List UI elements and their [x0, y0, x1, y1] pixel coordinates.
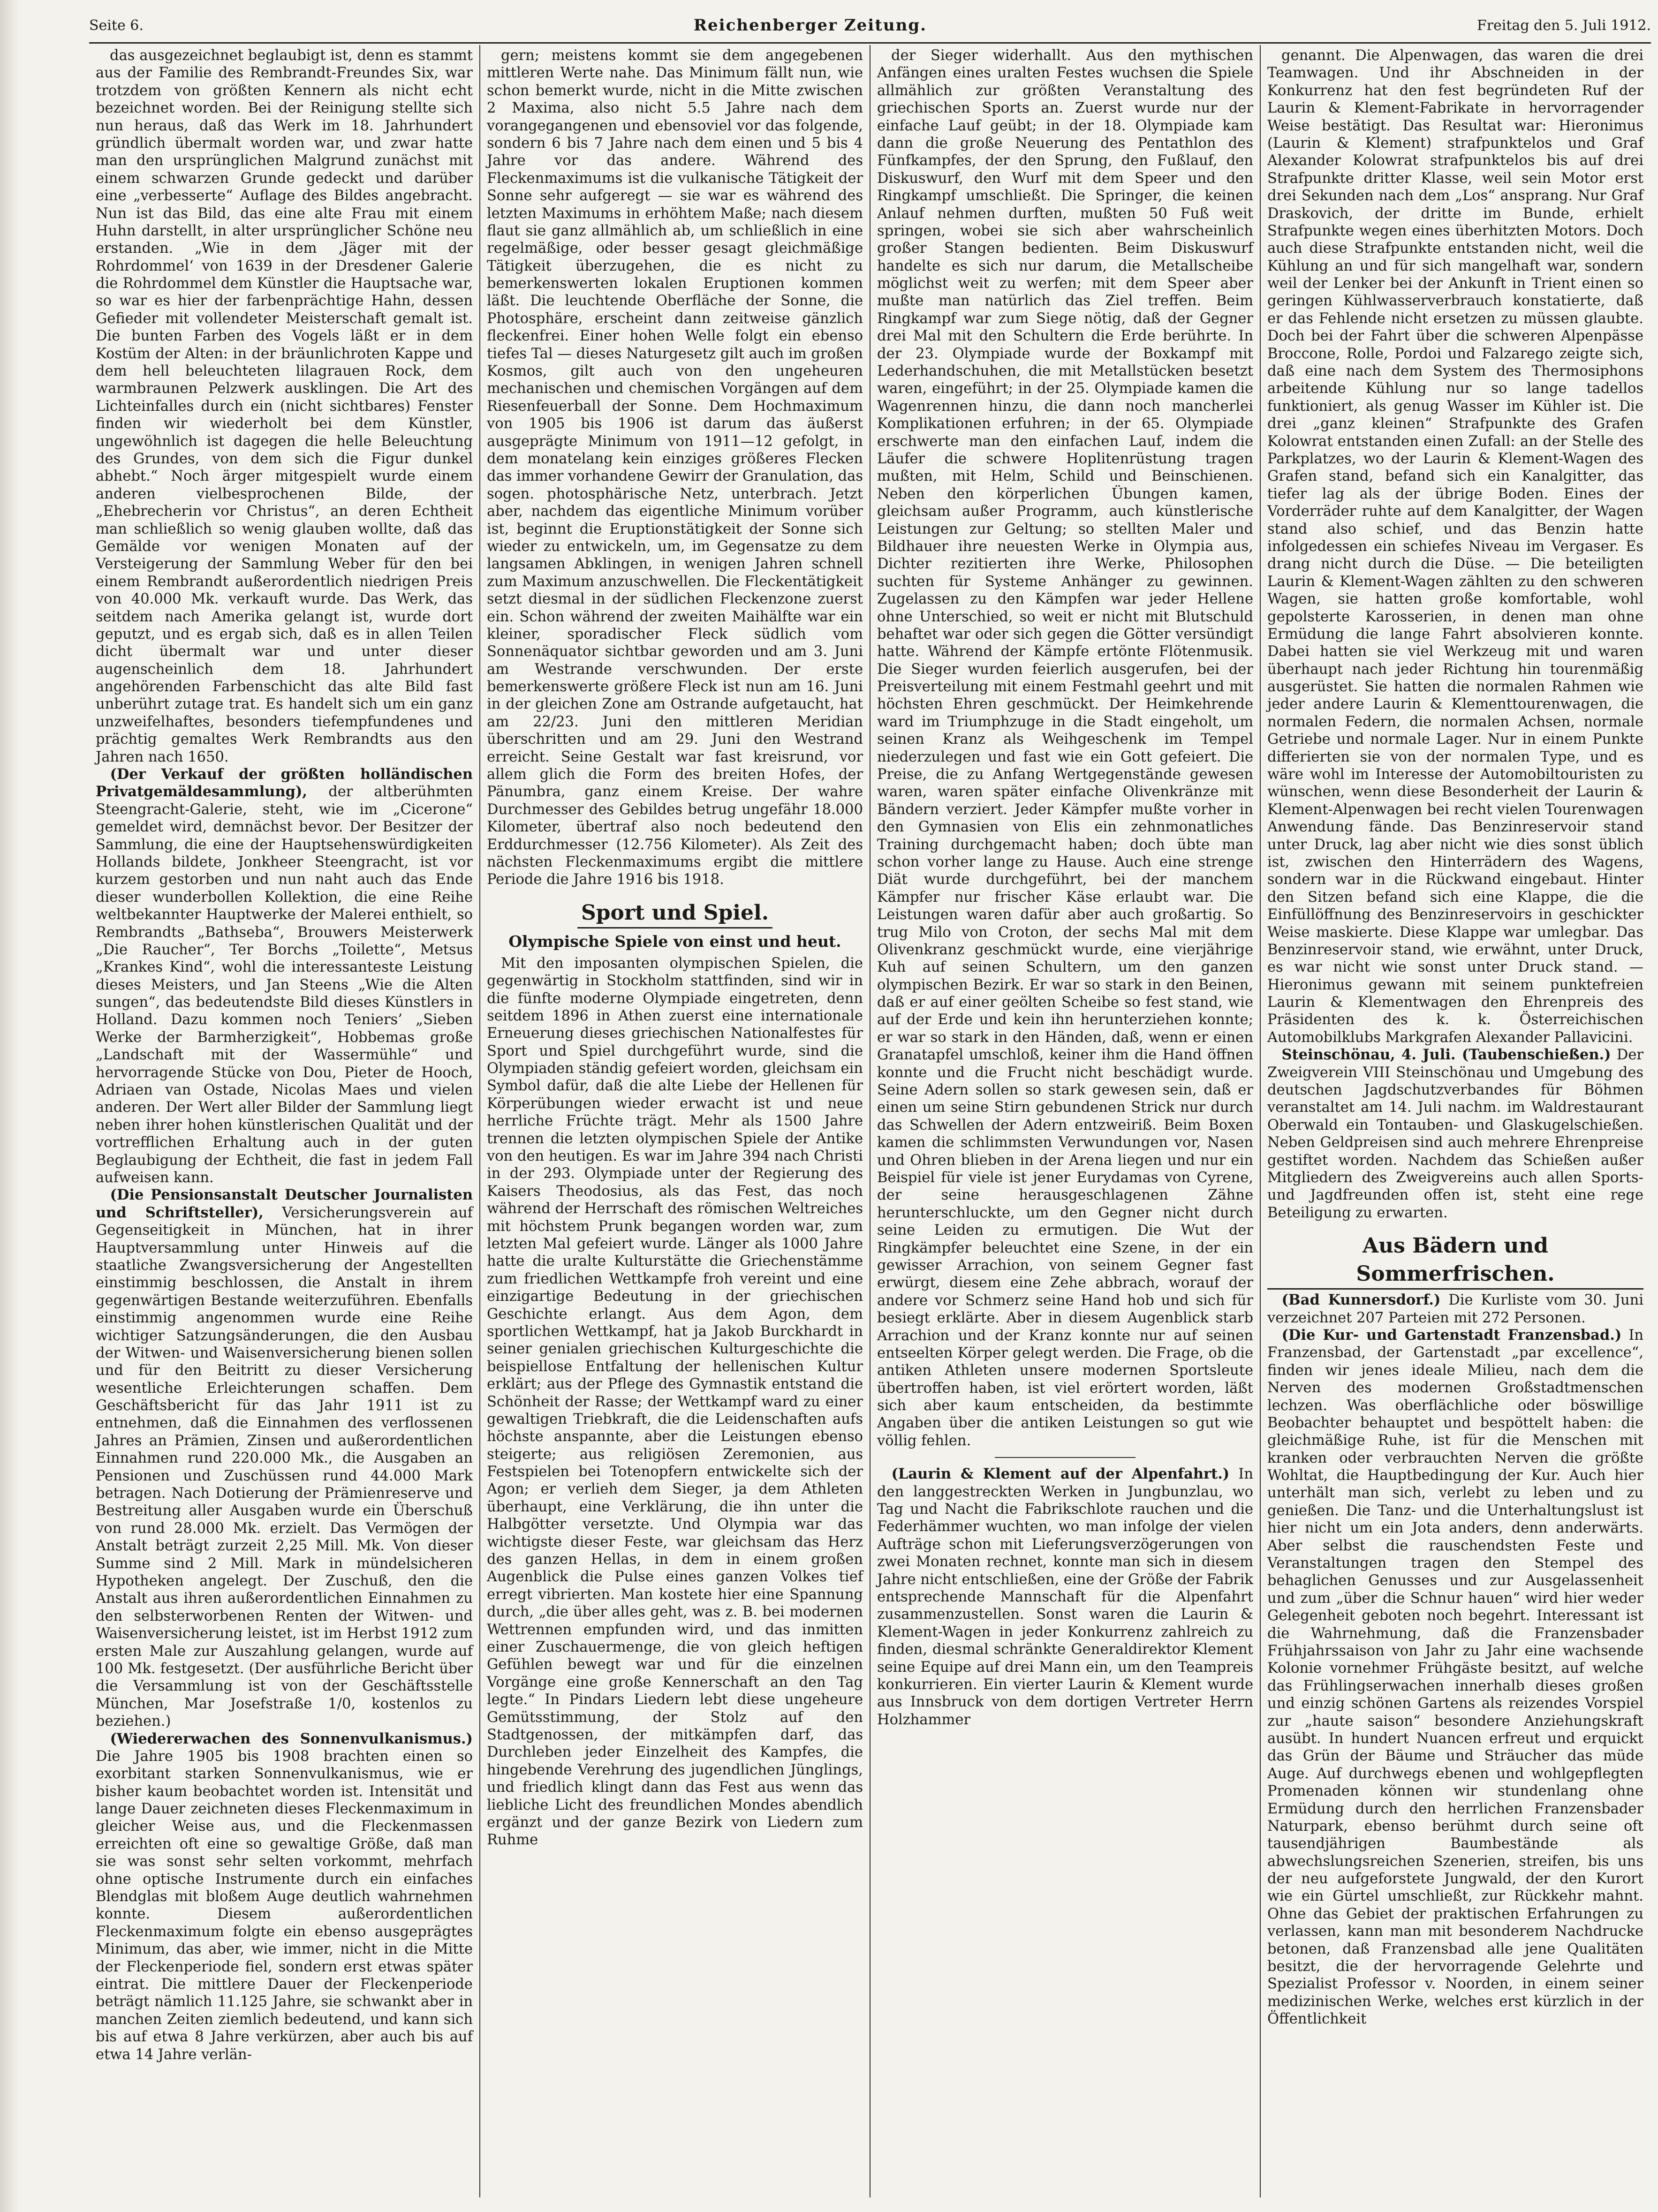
- article-paragraph: das ausgezeichnet beglaubigt ist, denn es stammt aus der Familie des Rembrandt-Freundes Six, war trotzdem von größten Kennern als nicht echt bezeichnet worden. Bei der Reinigung stellte sich nun heraus, daß das Werk im 18. Jahrhundert gründlich übermalt worden war, und zwar hatte man den ursprünglichen Malgrund zunächst mit einem schwarzen Grunde gedeckt und darüber eine „verbesserte“ Auflage des Bildes angebracht. Nun ist das Bild, das eine alte Frau mit einem Huhn darstellt, in alter ursprünglicher Schöne neu erstanden. „Wie in dem ‚Jäger mit der Rohrdommel‘ von 1639 in der Dresdener Galerie die Rohrdommel dem Künstler die Hauptsache war, so war es hier der farbenprächtige Hahn, dessen Gefieder mit vollendeter Meisterschaft gemalt ist. Die bunten Farben des Vogels läßt er in dem Kostüm der Alten: in der bräunlichroten Kappe und dem hell beleuchteten lilagrauen Rock, dem warmbraunen Pelzwerk ausklingen. Die Art des Lichteinfalles durch ein (nicht sichtbares) Fenster finden wir wiederholt bei dem Künstler, ungewöhnlich ist dagegen die helle Beleuchtung des Grundes, von dem sich die Figur dunkel abhebt.“ Noch ärger mitgespielt wurde einem anderen vielbesprochenen Bilde, der „Ehebrecherin vor Christus“, an deren Echtheit man schließlich so wenig glauben wollte, daß das Gemälde vor wenigen Monaten auf der Versteigerung der Sammlung Weber für den bei einem Rembrandt außerordentlich niedrigen Preis von 40.000 Mk. verkauft wurde. Das Werk, das seitdem nach Amerika gelangt ist, wurde dort geputzt, und es ergab sich, daß es in allen Teilen dicht übermalt war und unter dieser augenscheinlich dem 18. Jahrhundert angehörenden Farbenschicht das alte Bild fast unberührt zutage trat. Es handelt sich um ein ganz unzweifelhaftes, besonders tiefempfundenes und prächtig gemaltes Werk Rembrandts aus den Jahren nach 1650.: [96, 47, 473, 765]
- section-title: [1267, 1232, 1643, 1290]
- column-3: [870, 45, 1260, 2197]
- news-item: [1267, 1046, 1643, 1222]
- section-title-text: Sport und Spiel.: [577, 899, 772, 929]
- news-item-text: Der Zweigverein VIII Steinschönau und Umgebung des deutschen Jagdschutzverbandes für Böhmen veranstaltet am 14. Juli nachm. im Waldrestaurant Oberwald ein Tontauben- und Glaskugelschießen. Neben Geldpreisen sind auch mehrere Ehrenpreise gestiftet worden. Nachdem das Schießen außer Mitgliedern des Zweigvereins auch allen Sports- und Jagdfreunden offen ist, steht eine rege Beteiligung zu erwarten.: [1267, 1047, 1643, 1221]
- section-title: [487, 899, 863, 929]
- page-header: [89, 10, 1651, 40]
- news-item-text: In Franzensbad, der Gartenstadt „par excellence“, finden wir jenes ideale Milieu, nach dem die Nerven des modernen Großstadtmenschen lechzen. Was oberflächliche oder böswillige Beobachter behauptet und bespöttelt haben: die gleichmäßige Ruhe, ist für die Menschen mit kranken oder verbrauchten Nerven die größte Wohltat, die Hauptbedingung der Kur. Auch hier unterhält man sich, verlebt zu leben und zu genießen. Die Tanz- und die Unterhaltungslust ist hier nicht um ein Jota anders, denn anderwärts. Aber selbst die rauschendsten Feste und Veranstaltungen tragen den Stempel des behaglichen Genusses und zur Ausgelassenheit und zum „über die Schnur hauen“ wird hier weder Gelegenheit geboten noch begehrt. Interessant ist die Wahrnehmung, daß die Franzensbader Frühjahrssaison von Jahr zu Jahr eine wachsende Kolonie vornehmer Frühgäste besitzt, auf welche das Frühlingserwachen innerhalb dieses großen und einzig schönen Gartens als reizendes Vorspiel zur „haute saison“ besondere Anziehungskraft ausübt. In hundert Nuancen erfreut und erquickt das Grün der Bäume und Sträucher das müde Auge. Auf durchwegs ebenen und wohlgepflegten Promenaden können wir stundenlang ohne Ermüdung durch den herrlichen Franzensbader Naturpark, ebenso berühmt durch seine oft tausendjährigen Baumbestände als abwechslungsreichen Szenerien, streifen, bis uns der neu aufgeforstete Jungwald, der den Kurort wie ein Gürtel umschließt, zur Rückkehr mahnt. Ohne das Gebiet der praktischen Erfahrungen zu verlassen, kann man mit besonderem Nachdrucke betonen, daß Franzensbad alle jene Qualitäten besitzt, die der hervorragende Gelehrte und Spezialist Professor v. Noorden, in einem seiner medizinischen Werke, welches erst kürzlich in der Öffentlichkeit: [1267, 1327, 1644, 2028]
- article-paragraph: gern; meistens kommt sie dem angegebenen mittleren Werte nahe. Das Minimum fällt nun, wie schon bemerkt wurde, nicht in die Mitte zwischen 2 Maxima, also nicht 5.5 Jahre nach dem vorangegangenen und ebensoviel vor das folgende, sondern 6 bis 7 Jahre nach dem einen und 5 bis 4 Jahre vor das andere. Während des Fleckenmaximums ist die vulkanische Tätigkeit der Sonne sehr aufgeregt — sie war es während des letzten Maximums in erhöhtem Maße; nach diesem flaut sie ganz allmählich ab, um schließlich in eine regelmäßige, oder besser gesagt gleichmäßige Tätigkeit überzugehen, die es nicht zu bemerkenswerten lokalen Eruptionen kommen läßt. Die leuchtende Oberfläche der Sonne, die Photosphäre, erscheint dann zeitweise gänzlich fleckenfrei. Einer hohen Welle folgt ein ebenso tiefes Tal — dieses Naturgesetz gilt auch im großen Kosmos, gilt auch von den ungeheuren mechanischen und chemischen Vorgängen auf dem Riesenfeuerball der Sonne. Dem Hochmaximum von 1905 bis 1906 ist darum das äußerst ausgeprägte Minimum von 1911—12 gefolgt, in dem monatelang kein einziges größeres Flecken das immer vorhandene Gewirr der Granulation, das sogen. photosphärische Netz, unterbrach. Jetzt aber, nachdem das eigentliche Minimum vorüber ist, beginnt die Eruptionstätigkeit der Sonne sich wieder zu entwickeln, um, im Gegensatze zu dem langsamen Abklingen, in wenigen Jahren schnell zum Maximum anzuschwellen. Die Fleckentätigkeit setzt diesmal in der südlichen Fleckenzone zuerst ein. Schon während der zweiten Maihälfte war ein kleiner, sporadischer Fleck südlich vom Sonnenäquator sichtbar geworden und am 3. Juni am Westrande verschwunden. Der erste bemerkenswerte größere Fleck ist nun am 16. Juni in der gleichen Zone am Ostrande aufgetaucht, hat am 22/23. Juni den mittleren Meridian überschritten und am 29. Juni den Westrand erreicht. Seine Gestalt war fast kreisrund, vor allem glich die Form des breiten Hofes, der Pänumbra, ganz einem Kreise. Der wahre Durchmesser des Gebildes betrug ungefähr 18.000 Kilometer, übertraf also noch bedeutend den Erddurchmesser (12.756 Kilometer). Als Zeit des nächsten Fleckenmaximums ergibt die mittlere Periode die Jahre 1916 bis 1918.: [487, 47, 863, 888]
- article-paragraph: Mit den imposanten olympischen Spielen, die gegenwärtig in Stockholm stattfinden, sind wir in die fünfte moderne Olympiade eingetreten, denn seitdem 1896 in Athen zuerst eine internationale Erneuerung dieses griechischen Nationalfestes für Sport und Spiel durchgeführt wurde, sind die Olympiaden ständig gefeiert worden, gleichsam ein Symbol dafür, daß die alte Liebe der Hellenen für Körperübungen wieder erwacht ist und neue herrliche Früchte trägt. Mehr als 1500 Jahre trennen die letzten olympischen Spiele der Antike von den heutigen. Es war im Jahre 394 nach Christi in der 293. Olympiade unter der Regierung des Kaisers Theodosius, als das Fest, das noch während der Herrschaft des römischen Weltreiches mit höchstem Prunk begangen worden war, zum letzten Mal gefeiert wurde. Länger als 1000 Jahre hatte die uralte Kulturstätte die Griechenstämme zum friedlichen Wettkampfe froh vereint und eine einzigartige Bedeutung in der griechischen Geschichte erlangt. Aus dem Agon, dem sportlichen Wettkampf, hat ja Jakob Burckhardt in seiner genialen griechischen Kulturgeschichte die beispiellose Entfaltung der hellenischen Kultur erklärt; aus der Pflege des Gymnastik entstand die Schönheit der Rasse; der Wettkampf ward zu einer gewaltigen Triebkraft, die die Leidenschaften aufs höchste anspannte, aber die Leistungen ebenso steigerte; aus religiösen Zeremonien, aus Festspielen bei Totenopfern entwickelte sich der Agon; er verlieh dem Sieger, ja dem Athleten überhaupt, eine Verklärung, die ihn unter die Halbgötter versetzte. Und Olympia war das wichtigste dieser Feste, war gleichsam das Herz des ganzen Hellas, in dem in einem großen Augenblick die Pulse eines ganzen Volkes tief erregt vibrierten. Man kostete hier eine Spannung durch, „die über alles geht, was z. B. bei modernen Wettrennen empfunden wird, und das inmitten einer Zuschauermenge, die von gleich heftigen Gefühlen bewegt war und für die einzelnen Vorgänge eine große Kennerschaft an den Tag legte.“ In Pindars Liedern lebt diese ungeheure Gemütsstimmung, der Stolz auf den Stadtgenossen, der mitkämpfen darf, das Durchleben jeder Einzelheit des Kampfes, die hingebende Verehrung des jugendlichen Jünglings, und friedlich klingt dann das Fest aus wenn das liebliche Licht des freundlichen Mondes abendlich ergänzt und der ganze Bezirk von Liedern zum Ruhme: [487, 955, 863, 1849]
- news-item-heading: (Die Kur- und Gartenstadt Franzensbad.): [1281, 1326, 1622, 1344]
- masthead: Reichenberger Zeitung.: [693, 16, 927, 35]
- news-item-heading: (Bad Kunnersdorf.): [1281, 1291, 1441, 1309]
- news-item-text: Die Jahre 1905 bis 1908 brachten einen so exorbitant starken Sonnenvulkanismus, wie er bisher kaum beobachtet worden ist. Intensität und lange Dauer zeichneten dieses Fleckenmaximum in gleicher Weise aus, und die Fleckenmassen erreichten oft eine so gewaltige Größe, daß man sie was sonst sehr selten vorkommt, mehrfach ohne optische Instrumente durch ein einfaches Blendglas mit bloßem Auge deutlich wahrnehmen konnte. Diesem außerordentlichen Fleckenmaximum folgte ein ebenso ausgeprägtes Minimum, das aber, wie immer, nicht in die Mitte der Fleckenperiode fiel, sondern erst etwas später eintrat. Die mittlere Dauer der Fleckenperiode beträgt nämlich 11.125 Jahre, sie schwankt aber in manchen Zeiten ziemlich bedeutend, und kann sich bis auf etwa 8 Jahre verkürzen, aber auch bis auf etwa 14 Jahre verlän-: [96, 1748, 473, 2063]
- columns: [89, 45, 1651, 2197]
- news-item: [96, 1730, 473, 2063]
- news-item-text: In den langgestreckten Werken in Jungbunzlau, wo Tag und Nacht die Fabrikschlote rauchen und die Federhämmer wuchten, wo man infolge der vielen Aufträge schon mit Lieferungsverzögerungen von zwei Monaten rechnet, konnte man sich in diesem Jahre nicht entschließen, eine der Größe der Fabrik entsprechende Mannschaft für die Alpenfahrt zusammenzustellen. Sonst waren die Laurin & Klement-Wagen in jeder Konkurrenz zahlreich zu finden, diesmal schränkte Generaldirektor Klement seine Equipe auf drei Mann ein, um den Teampreis konkurrieren. Ein vierter Laurin & Klement wurde aus Innsbruck von dem dortigen Vertreter Herrn Holzhammer: [877, 1466, 1253, 1728]
- news-item-text: Versicherungsverein auf Gegenseitigkeit in München, hat in ihrer Hauptversammlung unter Hinweis auf die staatliche Zwangsversicherung der Angestellten einstimmig beschlossen, die Anstalt in ihrem gegenwärtigen Bestande weiterzuführen. Ebenfalls einstimmig angenommen wurde eine Reihe wichtiger Satzungsänderungen, die den Ausbau der Witwen- und Waisenversicherung bienen sollen und für den Beitritt zu dieser Versicherung wesentliche Erleichterungen schaffen. Dem Geschäftsbericht für das Jahr 1911 ist zu entnehmen, daß die Einnahmen des verflossenen Jahres an Prämien, Zinsen und außerordentlichen Einnahmen rund 220.000 Mk., die Ausgaben an Pensionen und Zuschüssen rund 44.000 Mark betragen. Nach Dotierung der Prämienreserve und Bestreitung aller Ausgaben wurde ein Überschuß von rund 28.000 Mk. erzielt. Das Vermögen der Anstalt beträgt zurzeit 2,25 Mill. Mk. Von dieser Summe sind 2 Mill. Mark in mündelsicheren Hypotheken angelegt. Der Zuschuß, den die Anstalt aus ihren außerordentlichen Einnahmen zu den selbsterworbenen Renten der Witwen- und Waisenversicherung leistet, ist im Herbst 1912 zum ersten Male zur Auszahlung gelangen, wurde auf 100 Mk. festgesetzt. (Der ausführliche Bericht über die Versammlung ist von der Geschäftsstelle München, Mar Josefstraße 1/0, kostenlos zu beziehen.): [96, 1204, 473, 1730]
- news-item-heading: (Wiedererwachen des Sonnenvulkanismus.): [110, 1730, 473, 1747]
- news-item: [1267, 1327, 1643, 2028]
- news-item: [96, 766, 473, 1186]
- column-1: [89, 45, 479, 2197]
- header-rule: [89, 42, 1651, 44]
- issue-date: Freitag den 5. Juli 1912.: [1476, 17, 1651, 34]
- news-item-heading: (Die Pensionsanstalt Deutscher Journalisten und Schriftsteller),: [96, 1186, 473, 1221]
- article-paragraph: genannt. Die Alpenwagen, das waren die drei Teamwagen. Und ihr Abschneiden in der Konkurrenz hat den fest begründeten Ruf der Laurin & Klement-Fabrikate in hervorragender Weise bestätigt. Das Resultat war: Hieronimus (Laurin & Klement) strafpunktelos und Graf Alexander Kolowrat strafpunktelos bis auf drei Strafpunkte dritter Klasse, weil sein Motor erst drei Sekunden nach dem „Los“ ansprang. Nur Graf Draskovich, der dritte im Bunde, erhielt Strafpunkte wegen eines überhitzten Motors. Doch auch diese Strafpunkte entstanden nicht, weil die Kühlung an und für sich mangelhaft war, sondern weil der Lenker bei der Ankunft in Trient einen so geringen Kühlwasserverbrauch konstatierte, daß er das Fehlende nicht ersetzen zu müssen glaubte. Doch bei der Fahrt über die schweren Alpenpässe Broccone, Rolle, Pordoi und Falzarego zeigte sich, daß eine nach dem System des Thermosiphons arbeitende Kühlung nur so lange tadellos funktioniert, als genug Wasser im Kühler ist. Die drei „ganz kleinen“ Strafpunkte des Grafen Kolowrat entstanden einen Zufall: an der Stelle des Parkplatzes, wo der Laurin & Klement-Wagen des Grafen stand, befand sich ein Kanalgitter, das tiefer lag als der übrige Boden. Eines der Vorderräder ruhte auf dem Kanalgitter, der Wagen stand also schief, und das Benzin hatte infolgedessen ein schiefes Niveau im Vergaser. Es drang nicht durch die Düse. — Die beteiligten Laurin & Klement-Wagen zählten zu den schweren Wagen, sie hatten große komfortable, wohl gepolsterte Karosserien, in denen man ohne Ermüdung die lange Fahrt absolvieren konnte. Dabei hatten sie viel Werkzeug mit und waren überhaupt nach jeder Richtung hin tourenmäßig ausgerüstet. Sie hatten die normalen Rahmen wie jeder andere Laurin & Klementtourenwagen, die normalen Federn, die normalen Achsen, normale Getriebe und normale Lager. Nur in einem Punkte differierten sie von der normalen Type, und es wäre wohl im Interesse der Automobiltouristen zu wünschen, wenn diese Besonderheit der Laurin & Klement-Alpenwagen bei recht vielen Tourenwagen Anwendung fände. Das Benzinreservoir stand unter Druck, lag aber nicht wie dies sonst üblich ist, zwischen den Hinterrädern des Wagens, sondern war in die Rückwand eingebaut. Hinter den Sitzen befand sich eine Klappe, die die Einfüllöffnung des Benzinreservoirs in geschickter Weise maskierte. Diese Klappe war umlegbar. Das Benzinreservoir stand, wie erwähnt, unter Druck, es war nicht wie sonst unter Druck stand. — Hieronimus gewann mit seinem punktefreien Laurin & Klementwagen den Ehrenpreis des Präsidenten des k. k. Österreichischen Automobilklubs Markgrafen Alexander Pallavicini.: [1267, 47, 1643, 1046]
- news-item: [96, 1186, 473, 1730]
- news-item-text: Die Kurliste vom 30. Juni verzeichnet 207 Parteien mit 272 Personen.: [1267, 1292, 1644, 1326]
- column-4: [1260, 45, 1650, 2197]
- section-title-text: Aus Bädern und Sommerfrischen.: [1267, 1232, 1643, 1290]
- section-divider: [995, 1457, 1136, 1458]
- news-item-heading: (Laurin & Klement auf der Alpenfahrt.): [891, 1465, 1230, 1483]
- article-paragraph: der Sieger widerhallt. Aus den mythischen Anfängen eines uralten Festes wuchsen die Spiele allmählich zur größten Veranstaltung des griechischen Sports an. Zuerst wurde nur der einfache Lauf geübt; in der 18. Olympiade kam dann die große Neuerung des Pentathlon des Fünfkampfes, der den Sprung, den Fußlauf, den Diskuswurf, den Wurf mit dem Speer und den Ringkampf umschließt. Die Springer, die keinen Anlauf nehmen durften, mußten 50 Fuß weit springen, wobei sie sich aber wahrscheinlich großer Stangen bedienten. Beim Diskuswurf handelte es sich nur darum, die Metallscheibe möglichst weit zu werfen; mit dem Speer aber mußte man natürlich das Ziel treffen. Beim Ringkampf war zum Siege nötig, daß der Gegner drei Mal mit den Schultern die Erde berührte. In der 23. Olympiade wurde der Boxkampf mit Lederhandschuhen, die mit Metallstücken besetzt waren, eingeführt; in der 25. Olympiade kamen die Wagenrennen hinzu, die dann noch mancherlei Komplikationen erfuhren; in der 65. Olympiade erschwerte man den einfachen Lauf, indem die Läufer die schwere Hoplitenrüstung tragen mußten, mit Helm, Schild und Beinschienen. Neben den körperlichen Übungen kamen, gleichsam außer Programm, auch künstlerische Leistungen zur Geltung; so stellten Maler und Bildhauer ihre neuesten Werke in Olympia aus, Dichter rezitierten ihre Werke, Philosophen suchten für Systeme Anhänger zu gewinnen. Zugelassen zu den Kämpfen war jeder Hellene ohne Unterschied, so weit er nicht mit Blutschuld behaftet war oder sich gegen die Götter versündigt hatte. Während der Kämpfe ertönte Flötenmusik. Die Sieger wurden feierlich ausgerufen, bei der Preisverteilung mit einem Festmahl geehrt und mit höchsten Ehren geschmückt. Der Heimkehrende ward im Triumphzuge in die Stadt eingeholt, um seinen Kranz als Weihgeschenk im Tempel niederzulegen und fast wie ein Gott gefeiert. Die Preise, die zu Anfang Wertgegenstände gewesen waren, waren später einfache Olivenkränze mit Bändern verziert. Jeder Kämpfer mußte vorher in den Gymnasien von Elis ein zehnmonatliches Training durchgemacht haben; doch übte man schon vorher lange zu Hause. Auch eine strenge Diät wurde durchgeführt, bei der manchem Kämpfer nur frischer Käse erlaubt war. Die Leistungen waren dafür aber auch großartig. So trug Milo von Croton, der sechs Mal mit dem Olivenkranz geschmückt wurde, eine vierjährige Kuh auf seinen Schultern, um den ganzen olympischen Bezirk. Er war so stark in den Beinen, daß er auf einer geölten Scheibe so fest stand, wie auf der Erde und kein ihn herunterziehen konnte; er war so stark in den Händen, daß, wenn er einen Granatapfel umschloß, keiner ihm die Hand öffnen konnte und die Frucht nicht beschädigt wurde. Seine Adern sollen so stark gewesen sein, daß er einen um seine Stirn gebundenen Strick nur durch das Schwellen der Adern entzweiriß. Beim Boxen kamen die schlimmsten Verwundungen vor, Nasen und Ohren blieben in der Arena liegen und nur ein Beispiel für viele ist jener Eurydamas von Cyrene, der seine herausgeschlagenen Zähne herunterschluckte, um den Gegner nicht durch seine Leiden zu ermutigen. Die Wut der Ringkämpfer beleuchtet eine Szene, in der ein gewisser Arrachion, von seinem Gegner fast erwürgt, diesem eine Zehe abbrach, worauf der andere vor Schmerz seine Hand hob und sich für besiegt erklärte. Aber in diesem Augenblick starb Arrachion und der Kranz konnte nur auf seinen entseelten Körper gelegt werden. Die Frage, ob die antiken Athleten unsere modernen Sportsleute übertroffen haben, ist viel erörtert worden, läßt sich aber kaum entscheiden, da bestimmte Angaben über die antiken Leistungen so gut wie völlig fehlen.: [877, 47, 1253, 1449]
- article-title: Olympische Spiele von einst und heut.: [508, 932, 841, 951]
- news-item-text: der altberühmten Steengracht-Galerie, steht, wie im „Cicerone“ gemeldet wird, demnächst bevor. Der Besitzer der Sammlung, die eine der Hauptsehenswürdigkeiten Hollands bildete, Jonkheer Steengracht, ist vor kurzem gestorben und nun naht auch das Ende dieser wunderbollen Kollektion, die eine Reihe weltbekannter Hauptwerke der Malerei enthielt, so Rembrandts „Bathseba“, Brouwers Meisterwerk „Die Raucher“, Ter Borchs „Toilette“, Metsus „Krankes Kind“, wohl die interessanteste Leistung dieses Meisters, und Jan Steens „Wie die Alten sungen“, das bedeutendste Bild dieses Künstlers in Holland. Dazu kommen noch Teniers’ „Sieben Werke der Barmherzigkeit“, Hobbemas große „Landschaft mit der Wassermühle“ und hervorragende Stücke von Dou, Pieter de Hooch, Adriaen van Ostade, Nicolas Maes und vielen anderen. Der Wert aller Bilder der Sammlung liegt neben ihrer hohen künstlerischen Qualität und der vortrefflichen Erhaltung auch in der guten Beglaubigung der Echtheit, die fast in jedem Fall aufweisen kann.: [96, 784, 473, 1186]
- news-item-heading: (Der Verkauf der größten holländischen Privatgemäldesammlung),: [96, 766, 473, 800]
- page-number: Seite 6.: [89, 17, 144, 34]
- binding-shadow: [0, 0, 19, 2212]
- news-item: [877, 1465, 1253, 1729]
- news-item-heading: Steinschönau, 4. Juli. (Taubenschießen.): [1281, 1046, 1611, 1064]
- column-2: [479, 45, 870, 2197]
- news-item: [1267, 1291, 1643, 1327]
